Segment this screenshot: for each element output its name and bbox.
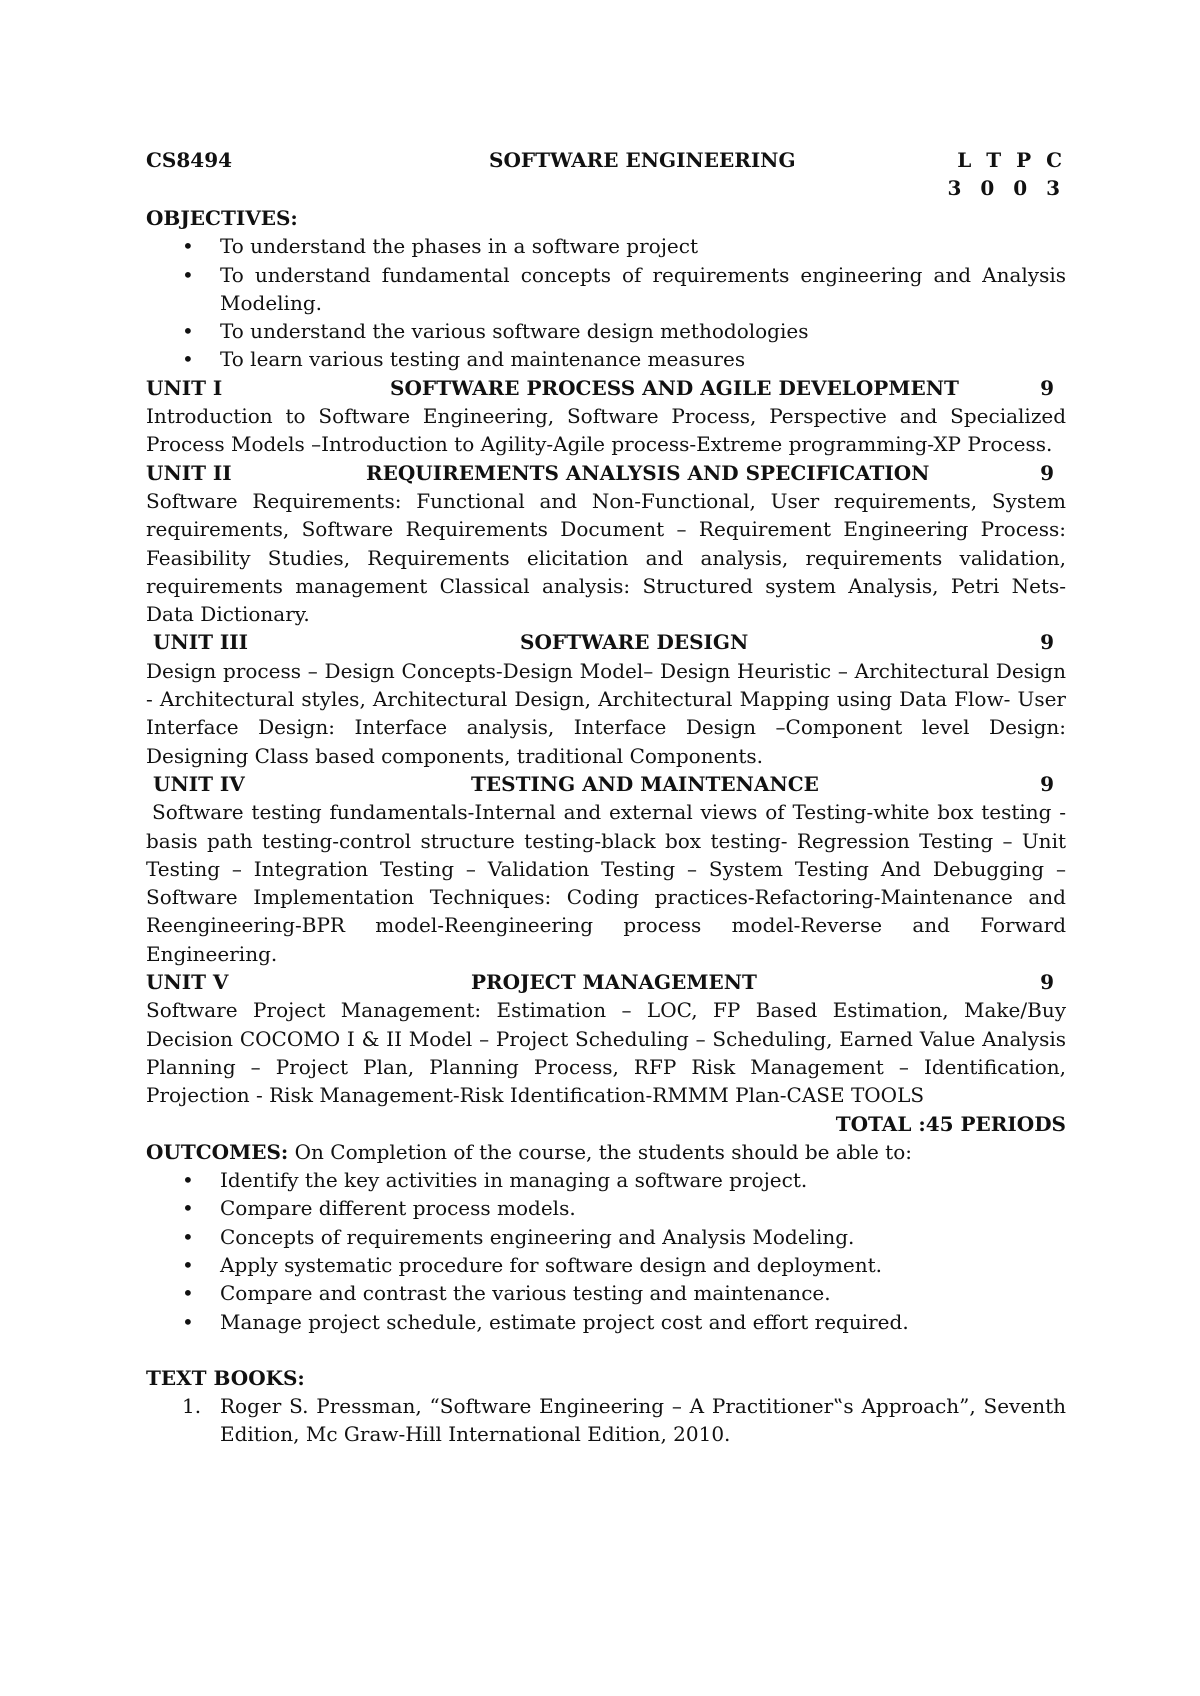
unit-4-heading bbox=[146, 770, 1066, 798]
textbooks-list bbox=[146, 1392, 1066, 1449]
outcomes-intro: On Completion of the course, the students should be able to: bbox=[288, 1139, 912, 1164]
total-periods: TOTAL :45 PERIODS bbox=[835, 1111, 1066, 1136]
list-item: • Identify the key activities in managing a software project. bbox=[220, 1166, 1066, 1194]
list-number: 1. bbox=[182, 1394, 202, 1419]
textbook-citation: Roger S. Pressman, “Software Engineering – A Practitioner‟s Approach”, Seventh Edition, Mc Graw-Hill International Edition, 2010. bbox=[220, 1394, 1066, 1447]
objectives-list bbox=[146, 232, 1066, 373]
unit-5-heading bbox=[146, 968, 1066, 996]
unit-hours: 9 bbox=[1040, 970, 1054, 995]
unit-2-content: Software Requirements: Functional and Non-Functional, User requirements, System requirements, Software Requirements Document – Requirement Engineering Process: Feasibility Studies, Requirements elicitation and analysis, requirements validation, requirements management Classical analysis: Structured system Analysis, Petri Nets- Data Dictionary. bbox=[146, 488, 1066, 627]
unit-1-content: Introduction to Software Engineering, Software Process, Perspective and Specialized Process Models –Introduction to Agility-Agile process-Extreme programming-XP Process. bbox=[146, 404, 1066, 457]
unit-hours: 9 bbox=[1040, 375, 1054, 400]
course-code: CS8494 bbox=[146, 148, 233, 172]
unit-label: UNIT IV bbox=[153, 771, 245, 796]
outcomes-heading: OUTCOMES: bbox=[146, 1139, 289, 1164]
unit-label: UNIT I bbox=[146, 375, 223, 400]
list-item: • Concepts of requirements engineering and Analysis Modeling. bbox=[220, 1223, 1066, 1251]
unit-2-heading bbox=[146, 459, 1066, 487]
ltpc-values: 3 0 0 3 bbox=[947, 176, 1066, 200]
list-item: • To understand the phases in a software project bbox=[220, 232, 1066, 260]
unit-label: UNIT III bbox=[153, 630, 248, 655]
list-item: • To learn various testing and maintenance measures bbox=[220, 345, 1066, 373]
textbooks-heading: TEXT BOOKS: bbox=[146, 1365, 305, 1390]
list-item: • Manage project schedule, estimate project cost and effort required. bbox=[220, 1308, 1066, 1336]
unit-3-heading bbox=[146, 628, 1066, 656]
unit-3-content: Design process – Design Concepts-Design Model– Design Heuristic – Architectural Design - Architectural styles, Architectural Design, Architectural Mapping using Data Flow- User Interface Design: Interface analysis, Interface Design –Component level Design: Designing Class based components, traditional Components. bbox=[146, 658, 1066, 768]
unit-title: SOFTWARE DESIGN bbox=[520, 630, 749, 655]
unit-5-content: Software Project Management: Estimation – LOC, FP Based Estimation, Make/Buy Decision COCOMO I & II Model – Project Scheduling – Scheduling, Earned Value Analysis Planning – Project Plan, Planning Process, RFP Risk Management – Identification, Projection - Risk Management-Risk Identification-RMMM Plan-CASE TOOLS bbox=[146, 998, 1066, 1108]
unit-hours: 9 bbox=[1040, 460, 1054, 485]
list-item: • Compare different process models. bbox=[220, 1194, 1066, 1222]
spacer bbox=[146, 1336, 1066, 1364]
objectives-heading: OBJECTIVES: bbox=[146, 206, 298, 230]
unit-title: SOFTWARE PROCESS AND AGILE DEVELOPMENT bbox=[390, 375, 959, 400]
unit-hours: 9 bbox=[1040, 771, 1054, 796]
unit-hours: 9 bbox=[1040, 630, 1054, 655]
syllabus-page bbox=[146, 146, 1066, 1449]
unit-1-heading bbox=[146, 374, 1066, 402]
outcomes-list bbox=[146, 1166, 1066, 1336]
list-item bbox=[182, 1392, 1066, 1449]
course-title: SOFTWARE ENGINEERING bbox=[489, 148, 796, 172]
unit-title: TESTING AND MAINTENANCE bbox=[471, 771, 819, 796]
unit-4-content: Software testing fundamentals-Internal and external views of Testing-white box testing - basis path testing-control structure testing-black box testing- Regression Testing – Unit Testing – Integration Testing – Validation Testing – System Testing And Debugging –Software Implementation Techniques: Coding practices-Refactoring-Maintenance and Reengineering-BPR model-Reengineering process model-Reverse and Forward Engineering. bbox=[146, 800, 1066, 966]
course-header bbox=[146, 146, 1066, 174]
list-item: • To understand the various software design methodologies bbox=[220, 317, 1066, 345]
unit-label: UNIT II bbox=[146, 460, 232, 485]
list-item: • To understand fundamental concepts of requirements engineering and Analysis Modeling. bbox=[220, 261, 1066, 318]
course-credits-row bbox=[146, 174, 1066, 204]
unit-title: PROJECT MANAGEMENT bbox=[471, 970, 757, 995]
list-item: • Compare and contrast the various testing and maintenance. bbox=[220, 1279, 1066, 1307]
unit-label: UNIT V bbox=[146, 970, 229, 995]
unit-title: REQUIREMENTS ANALYSIS AND SPECIFICATION bbox=[366, 460, 930, 485]
outcomes-intro-line bbox=[146, 1138, 1066, 1166]
ltpc-label: L T P C bbox=[957, 148, 1066, 172]
list-item: • Apply systematic procedure for software design and deployment. bbox=[220, 1251, 1066, 1279]
